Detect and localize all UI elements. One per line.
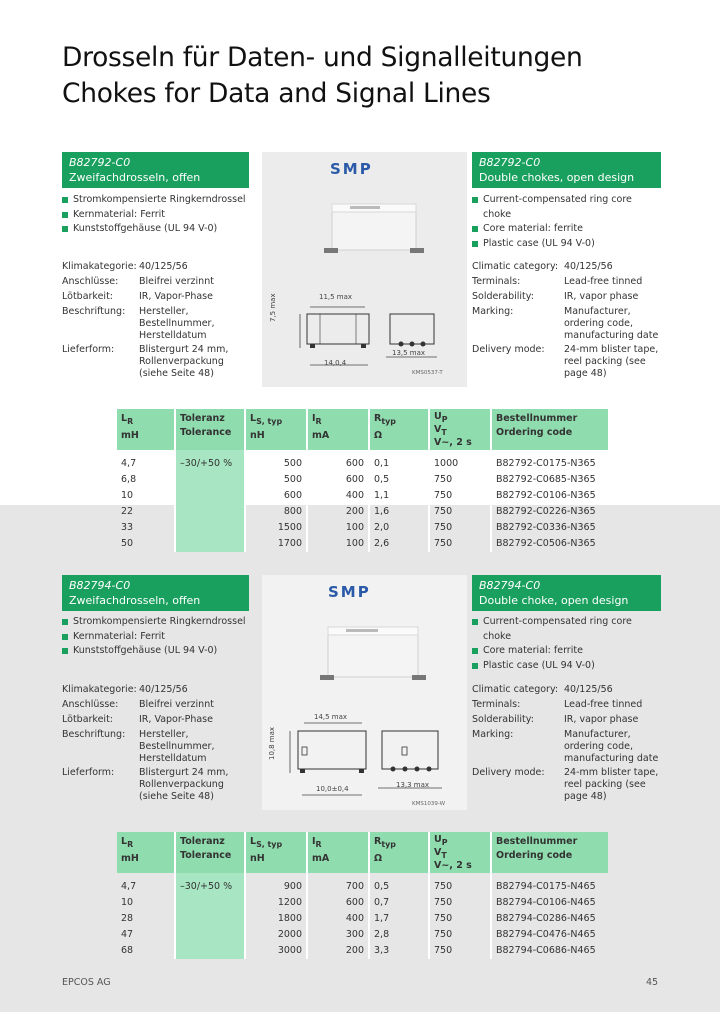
product-subtitle: Zweifachdrosseln, offen — [69, 594, 201, 607]
spec-key: Lieferform: — [62, 344, 115, 355]
cell-ls: 500 — [245, 472, 307, 488]
table-row — [117, 520, 608, 536]
s2-specs-de — [62, 684, 257, 803]
cell-ir: 600 — [307, 895, 369, 911]
s2-product-figure — [262, 575, 467, 810]
feature-item: Current-compensated ring core choke — [472, 615, 662, 644]
spec-key: Climatic category: — [472, 261, 559, 272]
cell-r: 2,8 — [369, 927, 429, 943]
col-tolerance: Toleranz Tolerance — [175, 832, 245, 873]
s1-features-en — [472, 193, 662, 251]
spec-value: IR, Vapor-Phase — [139, 714, 213, 725]
cell-lr: 68 — [117, 943, 175, 959]
spec-value: Lead-free tinned — [564, 699, 643, 710]
spec-row — [472, 714, 668, 729]
cell-r: 0,5 — [369, 472, 429, 488]
s2-specs-en — [472, 684, 668, 803]
spec-row — [62, 261, 257, 276]
spec-row — [62, 344, 257, 380]
spec-value: Bleifrei verzinnt — [139, 276, 214, 287]
cell-ir: 100 — [307, 536, 369, 552]
cell-order: B82792-C0336-N365 — [496, 521, 596, 533]
feature-item: Current-compensated ring core choke — [472, 193, 662, 222]
drawing-reference: KMS1039-W — [412, 801, 446, 807]
spec-key: Beschriftung: — [62, 729, 126, 740]
s1-specs-en — [472, 261, 668, 380]
feature-item: Kunststoffgehäuse (UL 94 V-0) — [62, 222, 257, 237]
cell-tolerance — [175, 536, 245, 552]
cell-ls: 1700 — [245, 536, 307, 552]
col-lr: $L_R$ mH — [117, 409, 175, 450]
s1-header-en — [472, 152, 661, 188]
col-lr: $L_R$ mH — [117, 832, 175, 873]
cell-order: B82792-C0175-N365 — [496, 457, 596, 469]
spec-value: Hersteller, Bestellnummer, Herstelldatum — [139, 306, 215, 341]
spec-row — [472, 767, 668, 803]
cell-lr: 4,7 — [117, 456, 175, 472]
product-subtitle: Zweifachdrosseln, offen — [69, 171, 201, 184]
spec-value: Hersteller, Bestellnummer, Herstelldatum — [139, 729, 215, 764]
col-order: Bestellnummer Ordering code — [491, 409, 608, 450]
spec-row — [62, 306, 257, 344]
cell-lr: 10 — [117, 488, 175, 504]
spec-key: Climatic category: — [472, 684, 559, 695]
cell-ir: 200 — [307, 504, 369, 520]
drawing-reference: KMS0537-T — [412, 370, 443, 376]
cell-order: B82792-C0506-N365 — [496, 537, 596, 549]
table-row — [117, 504, 608, 520]
spec-row — [472, 291, 668, 306]
spec-value: 40/125/56 — [564, 261, 613, 272]
cell-tolerance: –30/+50 % — [175, 879, 245, 895]
s1-features-de — [62, 193, 257, 237]
spec-key: Solderability: — [472, 714, 534, 725]
col-r: $R_{typ}$ Ω — [369, 409, 429, 450]
cell-r: 1,1 — [369, 488, 429, 504]
cell-up: 750 — [429, 895, 491, 911]
spec-value: Bleifrei verzinnt — [139, 699, 214, 710]
cell-ir: 200 — [307, 943, 369, 959]
spec-value: 24-mm blister tape, reel packing (see page 48) — [564, 344, 659, 379]
cell-ls: 1500 — [245, 520, 307, 536]
cell-ls: 900 — [245, 879, 307, 895]
dim-height: 10,8 max — [268, 726, 276, 760]
spec-row — [472, 729, 668, 767]
part-number: B82792-C0 — [69, 156, 131, 169]
part-number: B82794-C0 — [479, 579, 541, 592]
footer-company: EPCOS AG — [62, 977, 111, 988]
s1-product-figure — [262, 152, 467, 387]
s1-header-de — [62, 152, 249, 188]
smp-badge: SMP — [328, 583, 371, 601]
col-r: $R_{typ}$ Ω — [369, 832, 429, 873]
page-number: 45 — [646, 977, 659, 988]
spec-key: Terminals: — [472, 276, 521, 287]
cell-up: 750 — [429, 911, 491, 927]
dim-width: 14,5 max — [314, 713, 348, 721]
feature-item: Core material: ferrite — [472, 222, 662, 237]
col-ls: $L_{S, typ}$ nH — [245, 409, 307, 450]
col-ls: $L_{S, typ}$ nH — [245, 832, 307, 873]
part-number: B82794-C0 — [69, 579, 131, 592]
feature-item: Stromkompensierte Ringkerndrossel — [62, 615, 257, 630]
cell-lr: 10 — [117, 895, 175, 911]
cell-ir: 300 — [307, 927, 369, 943]
cell-lr: 6,8 — [117, 472, 175, 488]
s1-data-table — [117, 409, 608, 552]
spec-key: Lieferform: — [62, 767, 115, 778]
cell-up: 750 — [429, 504, 491, 520]
cell-up: 750 — [429, 927, 491, 943]
part-number: B82792-C0 — [479, 156, 541, 169]
s2-data-table — [117, 832, 608, 959]
cell-order: B82794-C0476-N465 — [496, 928, 596, 940]
cell-r: 2,6 — [369, 536, 429, 552]
cell-ir: 100 — [307, 520, 369, 536]
col-order: Bestellnummer Ordering code — [491, 832, 608, 873]
spec-key: Anschlüsse: — [62, 276, 119, 287]
spec-row — [472, 344, 668, 380]
cell-r: 3,3 — [369, 943, 429, 959]
spec-key: Lötbarkeit: — [62, 291, 113, 302]
cell-order: B82792-C0226-N365 — [496, 505, 596, 517]
feature-item: Plastic case (UL 94 V-0) — [472, 237, 662, 252]
cell-order: B82794-C0286-N465 — [496, 912, 596, 924]
dim-base: 10,0±0,4 — [316, 785, 349, 793]
feature-item: Plastic case (UL 94 V-0) — [472, 659, 662, 674]
spec-row — [472, 276, 668, 291]
cell-lr: 4,7 — [117, 879, 175, 895]
spec-key: Delivery mode: — [472, 767, 545, 778]
table-row — [117, 927, 608, 943]
cell-ls: 3000 — [245, 943, 307, 959]
s2-features-de — [62, 615, 257, 659]
cell-ir: 400 — [307, 488, 369, 504]
cell-ls: 1800 — [245, 911, 307, 927]
cell-up: 750 — [429, 520, 491, 536]
cell-order: B82792-C0106-N365 — [496, 489, 596, 501]
cell-lr: 22 — [117, 504, 175, 520]
feature-item: Kunststoffgehäuse (UL 94 V-0) — [62, 644, 257, 659]
cell-lr: 47 — [117, 927, 175, 943]
spec-row — [472, 684, 668, 699]
table-row — [117, 472, 608, 488]
spec-key: Klimakategorie: — [62, 261, 137, 272]
spec-value: IR, Vapor-Phase — [139, 291, 213, 302]
cell-ir: 700 — [307, 879, 369, 895]
spec-key: Lötbarkeit: — [62, 714, 113, 725]
cell-ls: 800 — [245, 504, 307, 520]
cell-tolerance — [175, 520, 245, 536]
cell-lr: 50 — [117, 536, 175, 552]
product-subtitle: Double choke, open design — [479, 594, 629, 607]
cell-tolerance — [175, 927, 245, 943]
spec-key: Marking: — [472, 729, 514, 740]
spec-key: Terminals: — [472, 699, 521, 710]
product-subtitle: Double chokes, open design — [479, 171, 635, 184]
col-up: $U_P$ $V_T$ V~, 2 s — [429, 409, 491, 450]
table-row — [117, 879, 608, 895]
table-row — [117, 911, 608, 927]
cell-up: 1000 — [429, 456, 491, 472]
col-up: $U_P$ $V_T$ V~, 2 s — [429, 832, 491, 873]
feature-item: Kernmaterial: Ferrit — [62, 630, 257, 645]
spec-value: IR, vapor phase — [564, 714, 639, 725]
cell-ir: 600 — [307, 456, 369, 472]
feature-item: Kernmaterial: Ferrit — [62, 208, 257, 223]
s2-header-en — [472, 575, 661, 611]
spec-row — [62, 276, 257, 291]
cell-tolerance — [175, 895, 245, 911]
table-row — [117, 536, 608, 552]
table-row — [117, 943, 608, 959]
spec-row — [472, 699, 668, 714]
dim-base: 14,0,4 — [324, 359, 347, 367]
cell-r: 1,6 — [369, 504, 429, 520]
cell-r: 0,5 — [369, 879, 429, 895]
spec-value: Manufacturer, ordering code, manufacturing date — [564, 306, 659, 341]
cell-tolerance — [175, 472, 245, 488]
dim-side: 13,5 max — [392, 349, 426, 357]
page-title-en: Chokes for Data and Signal Lines — [62, 78, 491, 109]
spec-row — [472, 306, 668, 344]
spec-row — [62, 767, 257, 803]
spec-row — [62, 684, 257, 699]
cell-up: 750 — [429, 879, 491, 895]
s1-product-drawing — [262, 152, 467, 387]
cell-order: B82794-C0175-N465 — [496, 880, 596, 892]
col-ir: $I_R$ mA — [307, 832, 369, 873]
table-header-row — [117, 409, 608, 450]
feature-item: Stromkompensierte Ringkerndrossel — [62, 193, 257, 208]
s2-features-en — [472, 615, 662, 673]
col-ir: $I_R$ mA — [307, 409, 369, 450]
cell-order: B82792-C0685-N365 — [496, 473, 596, 485]
col-tolerance: Toleranz Tolerance — [175, 409, 245, 450]
spec-row — [62, 699, 257, 714]
cell-order: B82794-C0106-N465 — [496, 896, 596, 908]
spec-value: IR, vapor phase — [564, 291, 639, 302]
feature-item: Core material: ferrite — [472, 644, 662, 659]
cell-r: 2,0 — [369, 520, 429, 536]
cell-ls: 600 — [245, 488, 307, 504]
spec-row — [62, 729, 257, 767]
spec-value: Lead-free tinned — [564, 276, 643, 287]
cell-r: 1,7 — [369, 911, 429, 927]
cell-tolerance — [175, 488, 245, 504]
cell-ir: 400 — [307, 911, 369, 927]
table-row — [117, 488, 608, 504]
spec-key: Anschlüsse: — [62, 699, 119, 710]
cell-up: 750 — [429, 472, 491, 488]
spec-value: Blistergurt 24 mm, Rollenverpackung (siehe Seite 48) — [139, 767, 229, 802]
dim-height: 7,5 max — [269, 293, 277, 322]
spec-value: Manufacturer, ordering code, manufacturing date — [564, 729, 659, 764]
page-title-de: Drosseln für Daten- und Signalleitungen — [62, 42, 583, 73]
dim-side: 13,3 max — [396, 781, 430, 789]
cell-up: 750 — [429, 536, 491, 552]
cell-lr: 33 — [117, 520, 175, 536]
s2-product-drawing — [262, 575, 467, 810]
spec-value: 40/125/56 — [139, 684, 188, 695]
cell-tolerance — [175, 911, 245, 927]
spec-row — [62, 291, 257, 306]
cell-tolerance — [175, 504, 245, 520]
spec-row — [62, 714, 257, 729]
cell-ls: 1200 — [245, 895, 307, 911]
spec-key: Delivery mode: — [472, 344, 545, 355]
cell-ir: 600 — [307, 472, 369, 488]
table-header-row — [117, 832, 608, 873]
s1-specs-de — [62, 261, 257, 380]
table-row — [117, 895, 608, 911]
s2-header-de — [62, 575, 249, 611]
cell-order: B82794-C0686-N465 — [496, 944, 596, 956]
spec-value: Blistergurt 24 mm, Rollenverpackung (siehe Seite 48) — [139, 344, 229, 379]
cell-tolerance: –30/+50 % — [175, 456, 245, 472]
spec-value: 40/125/56 — [564, 684, 613, 695]
table-row — [117, 456, 608, 472]
cell-up: 750 — [429, 488, 491, 504]
spec-key: Klimakategorie: — [62, 684, 137, 695]
cell-up: 750 — [429, 943, 491, 959]
cell-r: 0,1 — [369, 456, 429, 472]
cell-tolerance — [175, 943, 245, 959]
cell-lr: 28 — [117, 911, 175, 927]
spec-key: Marking: — [472, 306, 514, 317]
spec-value: 40/125/56 — [139, 261, 188, 272]
spec-value: 24-mm blister tape, reel packing (see page 48) — [564, 767, 659, 802]
dim-width: 11,5 max — [319, 293, 353, 301]
cell-ls: 2000 — [245, 927, 307, 943]
cell-ls: 500 — [245, 456, 307, 472]
spec-key: Solderability: — [472, 291, 534, 302]
cell-r: 0,7 — [369, 895, 429, 911]
spec-row — [472, 261, 668, 276]
smp-badge: SMP — [330, 160, 373, 178]
spec-key: Beschriftung: — [62, 306, 126, 317]
